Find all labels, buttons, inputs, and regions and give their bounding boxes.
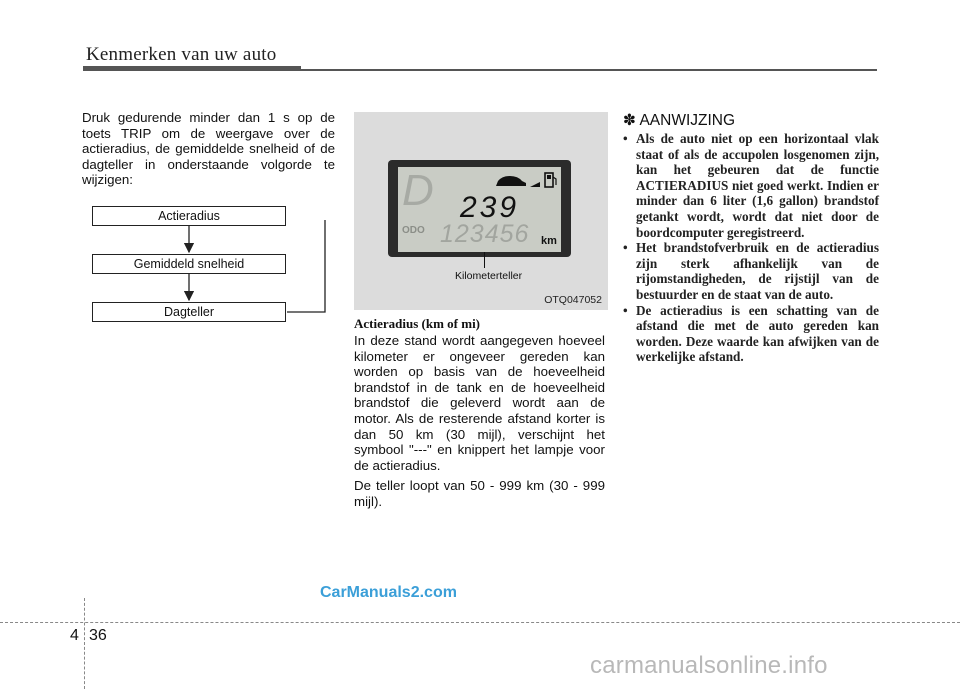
note-title: AANWIJZING: [639, 112, 736, 129]
note-item: • De actieradius is een schatting van de afstand die met de auto gereden kan worden. Deze waarde kan afwijken van de werkelijke afstand.: [623, 302, 879, 365]
arrow-right-icon: [530, 179, 542, 189]
page-header-title: Kenmerken van uw auto: [86, 44, 277, 65]
watermark-carmanuals-link[interactable]: CarManuals2.com: [320, 584, 457, 601]
flow-step-actieradius: Actieradius: [92, 206, 286, 226]
bullet-icon: •: [623, 131, 628, 146]
note-item: • Het brandstofverbruik en de actieradius zijn sterk afhankelijk van de rijomstandigheden, de rijstijl van de bestuurder en de staat van de auto.: [623, 240, 879, 302]
callout-line: [484, 252, 485, 268]
range-readout: 239: [460, 191, 520, 224]
note-list: [623, 131, 879, 365]
lcd-display: [398, 167, 561, 252]
header-rule-thick: [83, 66, 301, 71]
bullet-icon: •: [623, 302, 628, 318]
section-paragraph: De teller loopt van 50 - 999 km (30 - 999 mijl).: [354, 478, 605, 509]
note-item: • Als de auto niet op een horizontaal vlak staat of als de accupolen losgenomen zijn, kan het gebeuren dat de functie ACTIERADIUS niet goed werkt. Indien er minder dan 6 liter (1,6 gallon) brandstof getankt wordt, wordt dat niet door de boordcomputer geregistreerd.: [623, 131, 879, 240]
note-symbol-icon: ✽: [623, 112, 636, 129]
page-number: 36: [89, 627, 107, 644]
odometer-readout: 123456: [440, 220, 530, 248]
section-body: [354, 333, 605, 515]
note-heading: [623, 111, 735, 130]
watermark-carmanualsonline: carmanualsonline.info: [590, 652, 828, 679]
unit-label: km: [541, 235, 557, 247]
footer-rule: [0, 622, 960, 623]
flow-step-dagteller: Dagteller: [92, 302, 286, 322]
gear-indicator: D: [402, 166, 434, 215]
chapter-number: 4: [70, 627, 79, 644]
figure-code: OTQ047052: [544, 294, 602, 306]
section-heading: Actieradius (km of mi): [354, 316, 481, 331]
section-paragraph: In deze stand wordt aangegeven hoeveel kilometer er ongeveer gereden kan worden op basis van de hoeveelheid brandstof in de tank en de hoeveelheid brandstof die geleverd wordt aan de motor. Als de resterende afstand korter is dan 50 km (30 mijl), verschijnt het symbool "---" en knippert het lampje voor de actieradius.: [354, 333, 605, 473]
flow-arrows: [170, 220, 330, 320]
car-icon: [494, 173, 528, 189]
bullet-icon: •: [623, 240, 628, 256]
intro-paragraph: Druk gedurende minder dan 1 s op de toets TRIP om de weergave over de actieradius, de gemiddelde snelheid of de dagteller in onderstaande volgorde te wijzigen:: [82, 110, 335, 188]
arrow-loop-back: [287, 220, 325, 312]
header-rule-thin: [301, 69, 877, 71]
flow-step-gemiddeld-snelheid: Gemiddeld snelheid: [92, 254, 286, 274]
odo-label: ODO: [402, 225, 425, 236]
fuel-pump-icon: [544, 171, 558, 189]
footer-divider: [84, 598, 85, 689]
callout-label: Kilometerteller: [455, 270, 523, 282]
